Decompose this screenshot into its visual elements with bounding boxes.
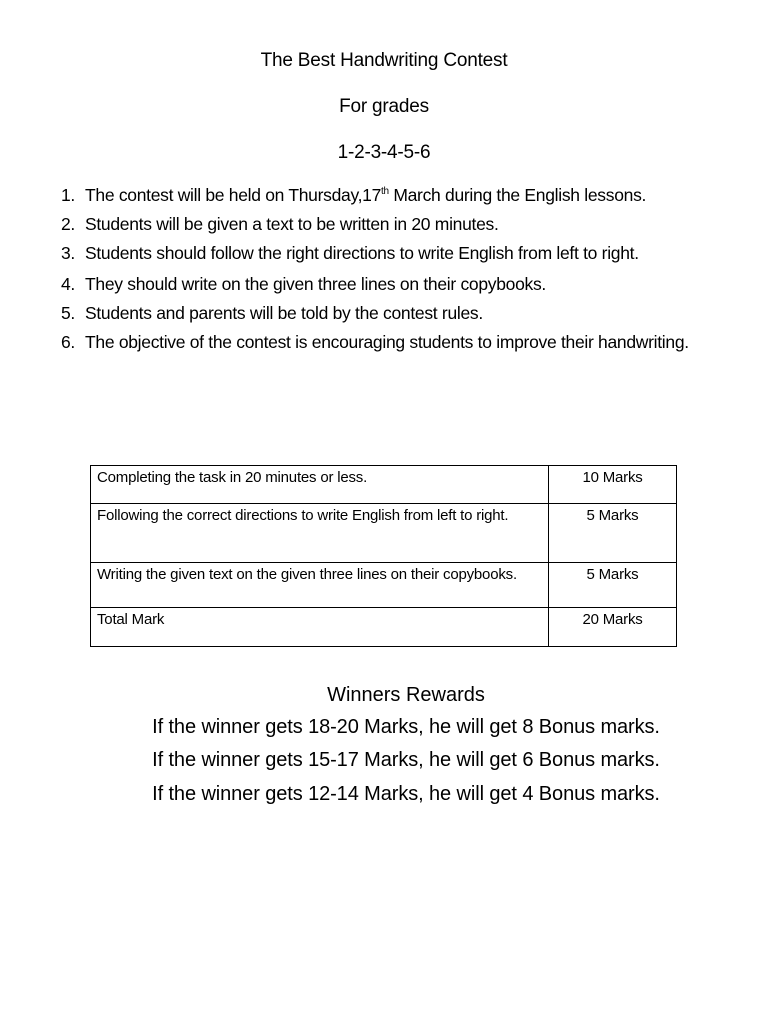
rule-number: 4.: [61, 274, 75, 294]
rule-item-1: [0, 181, 768, 210]
table-row: [91, 504, 677, 563]
rule-item-4: [0, 270, 768, 299]
criterion-cell: Following the correct directions to write English from left to right.: [91, 504, 549, 563]
ordinal-suffix: th: [381, 186, 389, 197]
rule-number: 6.: [61, 332, 75, 352]
criterion-cell: Completing the task in 20 minutes or less.: [91, 466, 549, 504]
rewards-heading: Winners Rewards: [327, 684, 485, 706]
rule-item-2: [0, 210, 768, 239]
rule-number: 5.: [61, 303, 75, 323]
table-row: [91, 608, 677, 647]
contest-title: The Best Handwriting Contest: [260, 50, 508, 71]
rule-number: 1.: [61, 185, 75, 205]
contest-rules-list: [0, 181, 768, 357]
marks-cell: 5 Marks: [549, 563, 677, 608]
marks-cell: 10 Marks: [549, 466, 677, 504]
reward-line: If the winner gets 12-14 Marks, he will get 4 Bonus marks.: [152, 783, 660, 805]
rule-text: The objective of the contest is encouraging students to improve their handwriting.: [85, 332, 689, 352]
rule-number: 3.: [61, 243, 75, 263]
rule-text: They should write on the given three lines on their copybooks.: [85, 274, 546, 294]
rule-text: Students should follow the right directions to write English from left to right.: [85, 243, 639, 263]
rule-number: 2.: [61, 214, 75, 234]
table-row: [91, 466, 677, 504]
rule-item-5: [0, 299, 768, 328]
rule-text: Students and parents will be told by the contest rules.: [85, 303, 483, 323]
criterion-cell: Writing the given text on the given three lines on their copybooks.: [91, 563, 549, 608]
rule-text: Students will be given a text to be written in 20 minutes.: [85, 214, 499, 234]
marks-cell: 5 Marks: [549, 504, 677, 563]
grades-heading: For grades: [339, 96, 429, 117]
grades-list: 1-2-3-4-5-6: [337, 142, 431, 163]
table-row: [91, 563, 677, 608]
reward-line: If the winner gets 15-17 Marks, he will get 6 Bonus marks.: [152, 749, 660, 771]
criterion-cell: Total Mark: [91, 608, 549, 647]
rule-text-end: March during the English lessons.: [388, 185, 647, 205]
marking-criteria-table: [90, 465, 677, 647]
rule-item-3: [0, 239, 768, 268]
rule-text-start: The contest will be held on Thursday,17: [85, 185, 382, 205]
marks-cell: 20 Marks: [549, 608, 677, 647]
rule-item-6: [0, 328, 768, 357]
reward-line: If the winner gets 18-20 Marks, he will get 8 Bonus marks.: [152, 716, 660, 738]
